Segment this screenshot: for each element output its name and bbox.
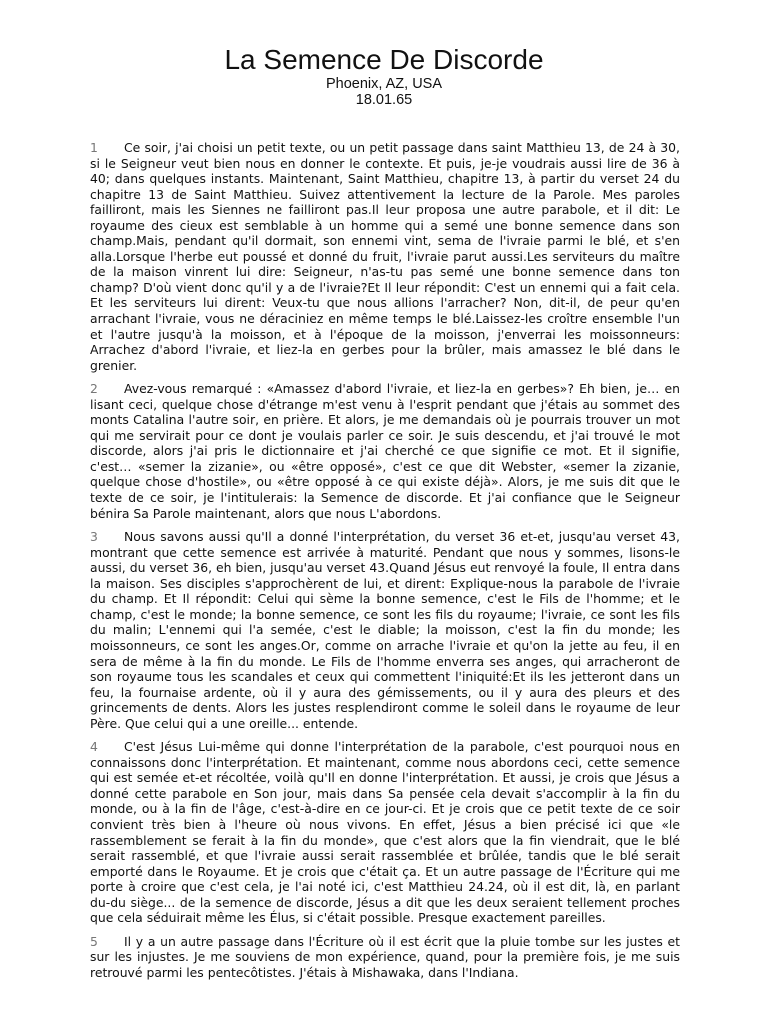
paragraph-number: 1 — [90, 140, 98, 155]
paragraph — [90, 529, 680, 731]
document-header — [0, 0, 768, 108]
sermon-date: 18.01.65 — [355, 92, 413, 108]
paragraph-number: 4 — [90, 739, 98, 755]
paragraph-number: 3 — [90, 529, 98, 545]
paragraph-number: 5 — [90, 933, 98, 949]
sermon-location: Phoenix, AZ, USA — [325, 76, 443, 92]
paragraph-text: Avez-vous remarqué : «Amassez d'abord l'ivraie, et liez-la en gerbes»? Eh bien, je… en lisant ceci, quelque chose d'étrange m'est venu à l'esprit pendant que j'étais au sommet des monts Catalina l'autre soir, en prière. Et alors, je me demandais où je pourrais trouver un mot qui me servirait pour ce dont je voulais parler ce soir. Je suis descendu, et j'ai trouvé le mot discorde, alors j'ai pris le dictionnaire et j'ai cherché ce que signifie ce mot. Et il signifie, c'est… «semer la zizanie», ou «être opposé», c'est ce que dit Webster, «semer la zizanie, quelque chose d'hostile», ou «être opposé à ce qui existe déjà». Alors, je me suis dit que le texte de ce soir, je l'intitulerais: la Semence de discorde. Et j'ai confiance que le Seigneur bénira Sa Parole maintenant, alors que nous L'abordons. — [90, 381, 680, 521]
paragraph — [90, 140, 680, 373]
paragraph-text: Il y a un autre passage dans l'Écriture où il est écrit que la pluie tombe sur les justes et sur les injustes. Je me souviens de mon expérience, quand, pour la première fois, je me suis retrouvé parmi les pentecôtistes. J'étais à Mishawaka, dans l'Indiana. — [90, 933, 680, 980]
paragraph-text: C'est Jésus Lui-même qui donne l'interprétation de la parabole, c'est pourquoi nous en connaissons donc l'interprétation. Et maintenant, comme nous abordons ceci, cette semence qui est semée et-et récoltée, voilà qu'Il en donne l'interprétation. Et aussi, je crois que Jésus a donné cette parabole en Son jour, mais dans Sa pensée cela devait s'accomplir à la fin du monde, ou à la fin de l'âge, c'est-à-dire en ce jour-ci. Et je crois que ce petit texte de ce soir convient très bien à l'heure où nous vivons. En effet, Jésus a bien précisé ici que «le rassemblement se ferait à la fin du monde», que c'est alors que la fin viendrait, que le blé serait rassemblé, et que l'ivraie aussi serait rassemblée et brûlée, tandis que le blé serait emporté dans le Royaume. Et je crois que c'était ça. Et un autre passage de l'Écriture qui me porte à croire que c'est cela, je l'ai noté ici, c'est Matthieu 24.24, où il est dit, là, en parlant du-du siège... de la semence de discorde, Jésus a dit que les deux seraient tellement proches que cela séduirait même les Élus, si c'était possible. Presque exactement pareilles. — [90, 739, 680, 926]
paragraph — [90, 739, 680, 926]
paragraph-text: Ce soir, j'ai choisi un petit texte, ou un petit passage dans saint Matthieu 13, de 24 à 30, si le Seigneur veut bien nous en donner le contexte. Et puis, je-je voudrais aussi lire de 36 à 40; dans quelques instants. Maintenant, Saint Matthieu, chapitre 13, à partir du verset 24 du chapitre 13 de Saint Matthieu. Suivez attentivement la lecture de la Parole. Mes paroles failliront, mais les Siennes ne failliront pas.Il leur proposa une autre parabole, et il dit: Le royaume des cieux est semblable à un homme qui a semé une bonne semence dans son champ.Mais, pendant qu'il dormait, son ennemi vint, sema de l'ivraie parmi le blé, et s'en alla.Lorsque l'herbe eut poussé et donné du fruit, l'ivraie parut aussi.Les serviteurs du maître de la maison vinrent lui dire: Seigneur, n'as-tu pas semé une bonne semence dans ton champ? D'où vient donc qu'il y a de l'ivraie?Et Il leur répondit: C'est un ennemi qui a fait cela. Et les serviteurs lui dirent: Veux-tu que nous allions l'arracher? Non, dit-il, de peur qu'en arrachant l'ivraie, vous ne déraciniez en même temps le blé.Laissez-les croître ensemble l'un et l'autre jusqu'à la moisson, et à l'époque de la moisson, j'enverrai les moissonneurs: Arrachez d'abord l'ivraie, et liez-la en gerbes pour la brûler, mais amassez le blé dans le grenier. — [90, 140, 680, 373]
paragraph — [90, 934, 680, 981]
paragraph-number: 2 — [90, 381, 98, 397]
paragraph — [90, 381, 680, 521]
document-body — [90, 140, 680, 988]
sermon-title: La Semence De Discorde — [224, 44, 544, 75]
paragraph-text: Nous savons aussi qu'Il a donné l'interprétation, du verset 36 et-et, jusqu'au verset 43, montrant que cette semence est arrivée à maturité. Pendant que nous y sommes, lisons-le aussi, du verset 36, eh bien, jusqu'au verset 43.Quand Jésus eut renvoyé la foule, Il entra dans la maison. Ses disciples s'approchèrent de lui, et dirent: Explique-nous la parabole de l'ivraie du champ. Et Il répondit: Celui qui sème la bonne semence, c'est le Fils de l'homme; et le champ, c'est le monde; la bonne semence, ce sont les fils du royaume; l'ivraie, ce sont les fils du malin; L'ennemi qui l'a semée, c'est le diable; la moisson, c'est la fin du monde; les moissonneurs, ce sont les anges.Or, comme on arrache l'ivraie et qu'on la jette au feu, il en sera de même à la fin du monde. Le Fils de l'homme enverra ses anges, qui arracheront de son royaume tous les scandales et ceux qui commettent l'iniquité:Et ils les jetteront dans un feu, la fournaise ardente, où il y aura des gémissements, ou il y aura des pleurs et des grincements de dents. Alors les justes resplendiront comme le soleil dans le royaume de leur Père. Que celui qui a une oreille... entende. — [90, 529, 680, 731]
